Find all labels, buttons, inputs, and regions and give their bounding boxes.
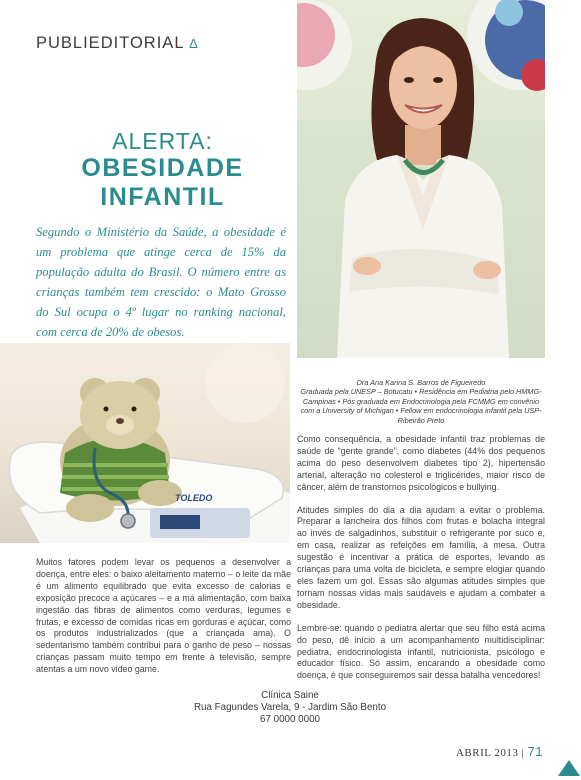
caption-credentials: Graduada pela UNESP – Botucatu • Residência em Pediatria pelo HMMG- Campinas • Pós graduada em Endocrinologia pela FCMMG em convênio com a University of Michigan • Fellow em endocrinologia infantil pela USP- Ribeirão Preto: [300, 387, 542, 425]
left-column-text: Muitos fatores podem levar os pequenos a desenvolver a doença, entre eles: o baixo aleitamento materno – o leite da mãe é um alimento equilibrado que evita excesso de calorias e exposição precoce a açúcares – e a má alimentação, com baixa ingestão das fibras de alimentos como verduras, legumes e frutas, e excesso de comidas ricas em gorduras e açúcar, como os produtos industrializados (que a criançada ama). O sedentarismo também contribui para o ganho de peso – nossas crianças passam muito tempo em frente à televisão, sempre atentas a um novo video game.: [36, 557, 291, 675]
clinic-address: Rua Fagundes Varela, 9 - Jardim São Bento: [193, 702, 387, 713]
triangle-icon: ∆: [189, 36, 199, 51]
section-label-text: PUBLIEDITORIAL: [36, 34, 184, 52]
right-paragraph-3: Lembre-se: quando o pediatra alertar que seu filho está acima do peso, dê início a um acompanhamento multidisciplinar: pediatra, endocrinologista infantil, nutricionista, psicólogo e educador físico. Só assim, encarando a obesidade como doença, é que conseguiremos sair dessa batalha vencedores!: [297, 622, 545, 681]
clinic-name: Clínica Saine: [261, 690, 319, 701]
right-paragraph-1: Como consequência, a obesidade infantil traz problemas de saúde de “gente grande”, como diabetes (44% dos pequenos acima do peso desenvolvem diabetes tipo 2), hipertensão arterial, alteração no colesterol e triglicérides, maior risco de câncer, além de transtornos psicológicos e bullying.: [297, 434, 545, 492]
footer-separator: |: [521, 747, 525, 759]
right-column: [297, 434, 545, 693]
doctor-portrait-photo: [297, 0, 545, 358]
section-label: [36, 34, 198, 53]
article-title: [40, 128, 285, 212]
doctor-portrait-illustration: [297, 0, 545, 358]
teddy-bear-illustration: [0, 343, 290, 543]
clinic-signature: [150, 690, 430, 726]
scale-brand-label: TOLEDO: [175, 493, 213, 503]
title-line-2: OBESIDADE: [81, 154, 244, 182]
page-footer: [456, 744, 543, 759]
title-line-3: INFANTIL: [100, 183, 225, 211]
title-line-1: ALERTA:: [112, 128, 213, 154]
article-intro: Segundo o Ministério da Saúde, a obesidade é um problema que atinge cerca de 15% da população adulta do Brasil. O número entre as crianças também tem crescido: o Mato Grosso do Sul ocupa o 4º lugar no ranking nacional, com cerca de 20% de obesos.: [36, 225, 286, 339]
corner-triangle-icon: [558, 760, 580, 776]
portrait-caption: [297, 378, 545, 425]
teddy-bear-photo: [0, 343, 290, 543]
footer-issue: ABRIL 2013: [455, 747, 519, 759]
clinic-phone: 67 0000 0000: [260, 714, 320, 725]
page-number: 71: [527, 744, 543, 759]
caption-name: Dra Ana Karina S. Barros de Figueiredo: [356, 378, 486, 387]
right-paragraph-2: Atitudes simples do dia a dia ajudam a evitar o problema. Preparar a lancheira dos filhos com frutas e bolacha integral ao invés de salgadinhos, substituir o refrigerante por suco e, em casa, realizar as refeições em família, à mesa. Outra sugestão é incentivar a prática de esportes, levando as crianças para uma volta de bicicleta, e sempre elogiar quando eles fazem um gol. Essas são algumas atitudes simples que tornam nossas vidas mais saudáveis e ajudam a combater a obesidade.: [297, 504, 545, 610]
